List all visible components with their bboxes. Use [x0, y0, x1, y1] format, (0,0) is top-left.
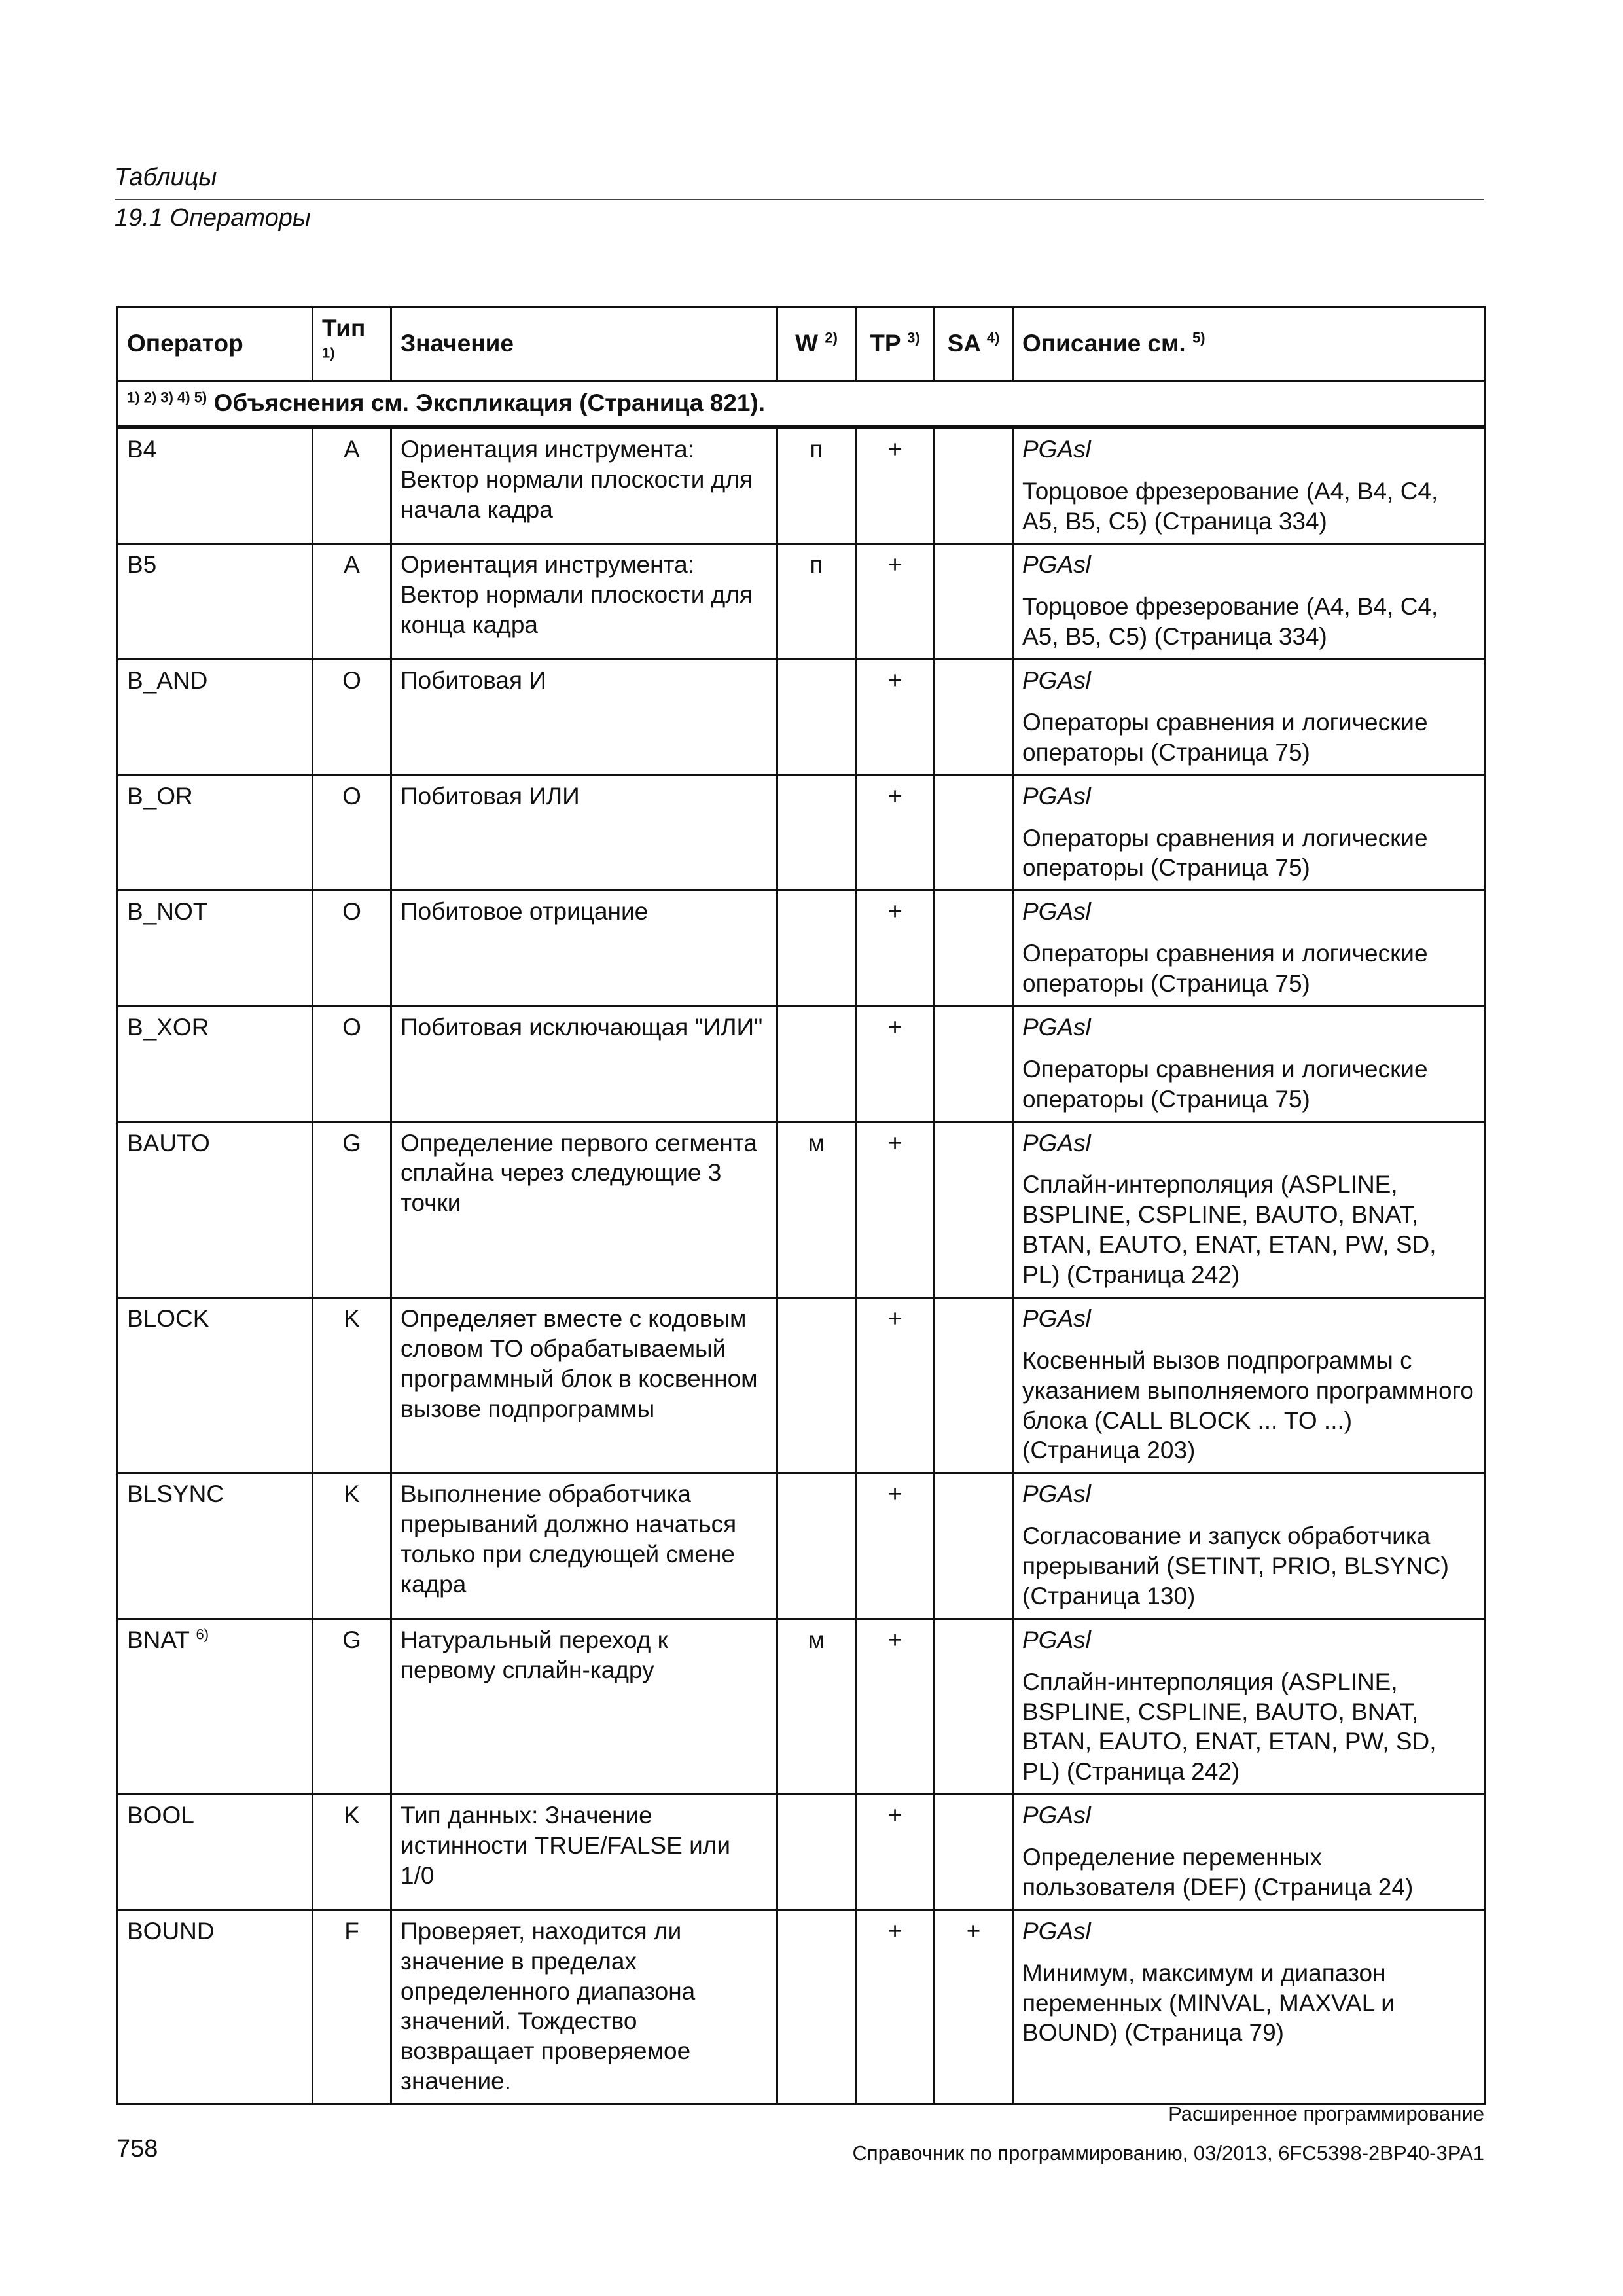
tp-cell: + [856, 1795, 935, 1910]
tp-cell: + [856, 544, 935, 660]
description-link[interactable]: Операторы сравнения и логические операторы (Страница 75) [1022, 708, 1428, 766]
meaning-cell: Побитовая исключающая "ИЛИ" [391, 1006, 777, 1122]
explanation-link[interactable]: Объяснения см. Экспликация (Страница 821). [213, 389, 766, 416]
doc-reference[interactable]: PGAsl [1022, 1917, 1091, 1945]
description-cell [1013, 1795, 1486, 1910]
table-row [118, 1122, 1486, 1297]
operator-cell [118, 891, 313, 1007]
description-link[interactable]: Косвенный вызов подпрограммы с указанием выполняемого программного блока (CALL BLOCK ... TO ...) (Страница 203) [1022, 1346, 1474, 1464]
meaning-cell: Побитовая ИЛИ [391, 775, 777, 891]
w-cell: м [777, 1122, 856, 1297]
description-link[interactable]: Сплайн-интерполяция (ASPLINE, BSPLINE, CSPLINE, BAUTO, BNAT, BTAN, EAUTO, ENAT, ETAN, PW, SD, PL) (Страница 242) [1022, 1171, 1436, 1288]
tp-cell: + [856, 775, 935, 891]
operator-name: BOUND [127, 1917, 215, 1945]
type-cell: O [313, 1006, 391, 1122]
meaning-cell: Побитовая И [391, 660, 777, 776]
description-cell [1013, 544, 1486, 660]
type-cell: G [313, 1619, 391, 1794]
meaning-cell: Определение первого сегмента сплайна через следующие 3 точки [391, 1122, 777, 1297]
type-cell: K [313, 1473, 391, 1619]
w-cell [777, 1006, 856, 1122]
operator-name: BLOCK [127, 1304, 209, 1332]
doc-reference[interactable]: PGAsl [1022, 1480, 1091, 1508]
operator-cell [118, 1619, 313, 1794]
sa-cell [935, 1619, 1013, 1794]
doc-reference[interactable]: PGAsl [1022, 551, 1091, 579]
col-tp: TP $^{3)}$ [856, 308, 935, 382]
w-cell [777, 1795, 856, 1910]
subsection-title: 19.1 Операторы [115, 204, 311, 232]
operator-cell [118, 1910, 313, 2104]
w-cell [777, 775, 856, 891]
type-cell: O [313, 891, 391, 1007]
w-cell [777, 891, 856, 1007]
operators-table [116, 306, 1486, 2105]
col-type: Тип $^{1)}$ [313, 308, 391, 382]
description-cell [1013, 891, 1486, 1007]
meaning-cell: Натуральный переход к первому сплайн-кадру [391, 1619, 777, 1794]
tp-cell: + [856, 427, 935, 544]
w-cell [777, 660, 856, 776]
table-row [118, 891, 1486, 1007]
type-cell: F [313, 1910, 391, 2104]
operator-cell [118, 427, 313, 544]
operator-name: B5 [127, 551, 157, 579]
description-link[interactable]: Определение переменных пользователя (DEF) (Страница 24) [1022, 1844, 1414, 1901]
doc-reference[interactable]: PGAsl [1022, 1304, 1091, 1332]
operator-cell [118, 775, 313, 891]
description-link[interactable]: Сплайн-интерполяция (ASPLINE, BSPLINE, CSPLINE, BAUTO, BNAT, BTAN, EAUTO, ENAT, ETAN, PW, SD, PL) (Страница 242) [1022, 1668, 1436, 1785]
table-row [118, 427, 1486, 544]
sa-cell [935, 891, 1013, 1007]
tp-cell: + [856, 891, 935, 1007]
sa-cell [935, 775, 1013, 891]
type-cell: K [313, 1297, 391, 1473]
meaning-cell: Ориентация инструмента: Вектор нормали плоскости для конца кадра [391, 544, 777, 660]
col-meaning: Значение [391, 308, 777, 382]
explanation-row [118, 381, 1486, 427]
sa-cell [935, 1473, 1013, 1619]
sa-cell [935, 660, 1013, 776]
operator-cell [118, 1473, 313, 1619]
operator-name: BOOL [127, 1802, 194, 1829]
description-cell [1013, 1006, 1486, 1122]
operator-name: B_NOT [127, 898, 208, 925]
sa-cell [935, 544, 1013, 660]
operator-name: BLSYNC [127, 1480, 224, 1508]
operator-name: B_XOR [127, 1013, 209, 1041]
w-cell [777, 1473, 856, 1619]
description-cell [1013, 1619, 1486, 1794]
section-title: Таблицы [115, 164, 217, 191]
type-cell: A [313, 427, 391, 544]
operator-footnote: 6) [196, 1626, 209, 1643]
footer-book-title: Расширенное программирование [1168, 2102, 1484, 2125]
tp-cell: + [856, 1297, 935, 1473]
operator-cell [118, 544, 313, 660]
meaning-cell: Побитовое отрицание [391, 891, 777, 1007]
doc-reference[interactable]: PGAsl [1022, 667, 1091, 694]
tp-cell: + [856, 1122, 935, 1297]
tp-cell: + [856, 660, 935, 776]
col-w: W $^{2)}$ [777, 308, 856, 382]
description-link[interactable]: Торцовое фрезерование (A4, B4, C4, A5, B5, C5) (Страница 334) [1022, 593, 1438, 651]
tp-cell: + [856, 1910, 935, 2104]
sa-cell [935, 1122, 1013, 1297]
doc-reference[interactable]: PGAsl [1022, 1626, 1091, 1653]
sa-cell: + [935, 1910, 1013, 2104]
operator-name: BAUTO [127, 1129, 210, 1157]
doc-reference[interactable]: PGAsl [1022, 435, 1091, 463]
operator-cell [118, 1006, 313, 1122]
description-link[interactable]: Согласование и запуск обработчика прерываний (SETINT, PRIO, BLSYNC) (Страница 130) [1022, 1522, 1449, 1609]
description-link[interactable]: Операторы сравнения и логические операторы (Страница 75) [1022, 824, 1428, 882]
sa-cell [935, 1006, 1013, 1122]
meaning-cell: Определяет вместе с кодовым словом TO обрабатываемый программный блок в косвенном вызове подпрограммы [391, 1297, 777, 1473]
type-cell: G [313, 1122, 391, 1297]
description-link[interactable]: Операторы сравнения и логические операторы (Страница 75) [1022, 1055, 1428, 1113]
description-cell [1013, 1297, 1486, 1473]
tp-cell: + [856, 1006, 935, 1122]
w-cell [777, 1910, 856, 2104]
description-link[interactable]: Торцовое фрезерование (A4, B4, C4, A5, B5, C5) (Страница 334) [1022, 477, 1438, 535]
doc-reference[interactable]: PGAsl [1022, 782, 1091, 810]
type-cell: O [313, 660, 391, 776]
doc-reference[interactable]: PGAsl [1022, 1013, 1091, 1041]
type-cell: A [313, 544, 391, 660]
col-sa: SA $^{4)}$ [935, 308, 1013, 382]
operator-cell [118, 1122, 313, 1297]
operator-cell [118, 1297, 313, 1473]
col-operator: Оператор [118, 308, 313, 382]
description-link[interactable]: Минимум, максимум и диапазон переменных (MINVAL, MAXVAL и BOUND) (Страница 79) [1022, 1959, 1395, 2047]
table-row [118, 1619, 1486, 1794]
doc-reference[interactable]: PGAsl [1022, 898, 1091, 925]
sa-cell [935, 1297, 1013, 1473]
operator-cell [118, 660, 313, 776]
operator-cell [118, 1795, 313, 1910]
tp-cell: + [856, 1619, 935, 1794]
meaning-cell: Проверяет, находится ли значение в пределах определенного диапазона значений. Тождество возвращает проверяемое значение. [391, 1910, 777, 2104]
table-row [118, 1297, 1486, 1473]
doc-reference[interactable]: PGAsl [1022, 1802, 1091, 1829]
operator-name: BNAT [127, 1626, 190, 1653]
type-cell: O [313, 775, 391, 891]
description-cell [1013, 775, 1486, 891]
sa-cell [935, 427, 1013, 544]
w-cell: п [777, 544, 856, 660]
header-rule [115, 199, 1484, 200]
w-cell: м [777, 1619, 856, 1794]
page-number: 758 [116, 2135, 158, 2162]
footer-reference: Справочник по программированию, 03/2013, 6FC5398-2BP40-3PA1 [852, 2142, 1484, 2164]
col-description: Описание см. $^{5)}$ [1013, 308, 1486, 382]
table-row [118, 775, 1486, 891]
table-row [118, 1910, 1486, 2104]
description-link[interactable]: Операторы сравнения и логические операторы (Страница 75) [1022, 940, 1428, 997]
operator-name: B4 [127, 435, 157, 463]
table-row [118, 1795, 1486, 1910]
table-row [118, 660, 1486, 776]
description-cell [1013, 1122, 1486, 1297]
table-row [118, 1006, 1486, 1122]
operator-name: B_OR [127, 782, 193, 810]
table-row [118, 544, 1486, 660]
meaning-cell: Тип данных: Значение истинности TRUE/FALSE или 1/0 [391, 1795, 777, 1910]
description-cell [1013, 660, 1486, 776]
meaning-cell: Ориентация инструмента: Вектор нормали плоскости для начала кадра [391, 427, 777, 544]
meaning-cell: Выполнение обработчика прерываний должно начаться только при следующей смене кадра [391, 1473, 777, 1619]
doc-reference[interactable]: PGAsl [1022, 1129, 1091, 1157]
table-row [118, 1473, 1486, 1619]
description-cell [1013, 1910, 1486, 2104]
sa-cell [935, 1795, 1013, 1910]
w-cell [777, 1297, 856, 1473]
type-cell: K [313, 1795, 391, 1910]
table-header-row [118, 308, 1486, 382]
explanation-notes: 1) 2) 3) 4) 5) [127, 389, 207, 406]
description-cell [1013, 1473, 1486, 1619]
tp-cell: + [856, 1473, 935, 1619]
w-cell: п [777, 427, 856, 544]
operator-name: B_AND [127, 667, 208, 694]
description-cell [1013, 427, 1486, 544]
